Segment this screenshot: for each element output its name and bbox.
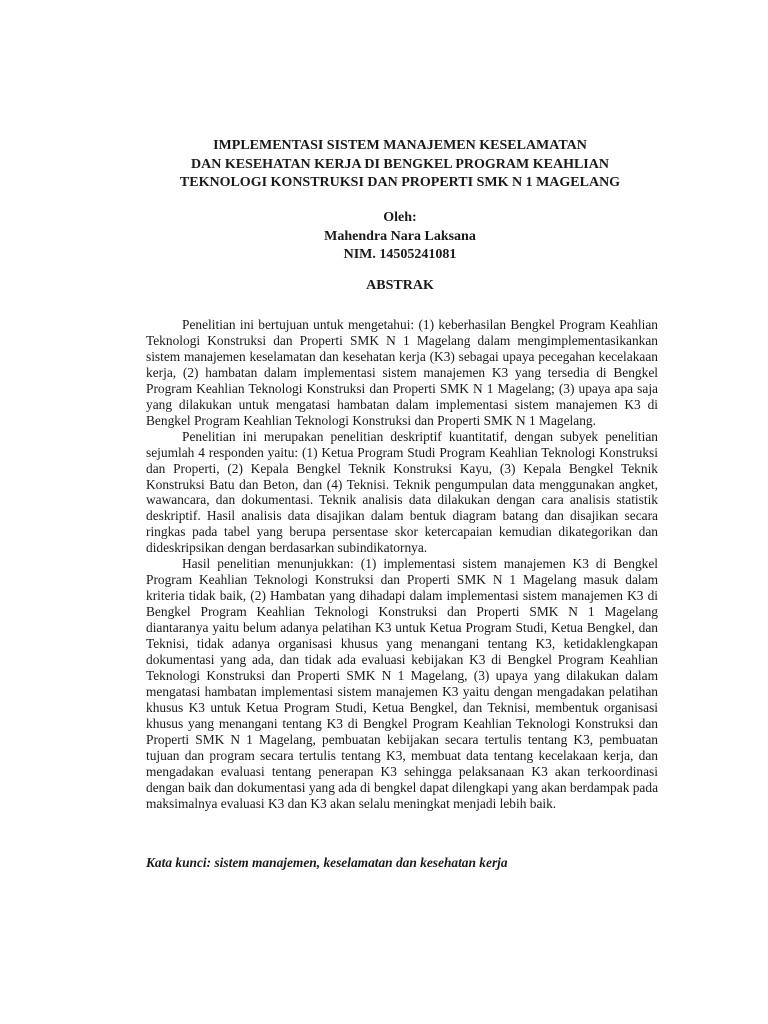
author-label: Oleh: [383,210,417,225]
author-name: Mahendra Nara Laksana [324,228,476,244]
abstract-paragraph-2: Penelitian ini merupakan penelitian deskriptif kuantitatif, dengan subyek penelitian sejumlah 4 responden yaitu: (1) Ketua Program Studi Program Keahlian Teknologi Konstruksi dan Properti, (2) Kepala Bengkel Teknik Konstruksi Kayu, (3) Kepala Bengkel Teknik Konstruksi Batu dan Beton, dan (4) Teknisi. Teknik pengumpulan data menggunakan angket, wawancara, dan dokumentasi. Teknik analisis data dilakukan dengan cara analisis statistik deskriptif. Hasil analisis data disajikan dalam bentuk diagram batang dan disajikan secara ringkas pada tabel yang berupa persentase skor ketercapaian kemudian dikategorikan dan dideskripsikan dengan berdasarkan subindikatornya. [146,428,658,556]
author-nim: NIM. 14505241081 [343,247,457,262]
title-line-1: IMPLEMENTASI SISTEM MANAJEMEN KESELAMATAN [213,138,587,153]
abstract-body [146,317,658,812]
document-title [100,137,700,193]
abstract-paragraph-1: Penelitian ini bertujuan untuk mengetahui: (1) keberhasilan Bengkel Program Keahlian Teknologi Konstruksi dan Properti SMK N 1 Magelang dalam mengimplementasikankan sistem manajemen keselamatan dan kesehatan kerja (K3) sebagai upaya pecegahan kecelakaan kerja, (2) hambatan dalam implementasi sistem manajemen K3 yang tersedia di Bengkel Program Keahlian Teknologi Konstruksi dan Properti SMK N 1 Magelang; (3) upaya apa saja yang dilakukan untuk mengatasi hambatan dalam implementasi sistem manajemen K3 di Bengkel Program Keahlian Teknologi Konstruksi dan Properti SMK N 1 Magelang. [146,317,658,428]
author-block [100,209,700,265]
abstract-paragraph-3: Hasil penelitian menunjukkan: (1) implementasi sistem manajemen K3 di Bengkel Program Keahlian Teknologi Konstruksi dan Properti SMK N 1 Magelang masuk dalam kriteria tidak baik, (2) Hambatan yang dihadapi dalam implementasi sistem manajemen K3 di Bengkel Program Keahlian Teknologi Konstruksi dan Properti SMK N 1 Magelang diantaranya yaitu belum adanya pelatihan K3 untuk Ketua Program Studi, Ketua Bengkel, dan Teknisi, tidak adanya organisasi khusus yang menangani tentang K3, ketidaklengkapan dokumentasi yang ada, dan tidak ada evaluasi kebijakan K3 di Bengkel Program Keahlian Teknologi Konstruksi dan Properti SMK N 1 Magelang, (3) upaya yang dilakukan dalam mengatasi hambatan implementasi sistem manajemen K3 yaitu dengan mengadakan pelatihan khusus K3 untuk Ketua Program Studi, Ketua Bengkel, dan Teknisi, membentuk organisasi khusus yang menangani tentang K3 di Bengkel Program Keahlian Teknologi Konstruksi dan Properti SMK N 1 Magelang, pembuatan kebijakan secara tertulis tentang K3, pembuatan tujuan dan program secara tertulis tentang K3, membuat data tentang kecelakaan kerja, dan mengadakan evaluasi tentang penerapan K3 sehingga pelaksanaan K3 akan terkoordinasi dengan baik dan dokumentasi yang ada di bengkel dapat dilengkapi yang akan berdampak pada maksimalnya evaluasi K3 dan K3 akan selalu meningkat menjadi lebih baik. [146,556,659,811]
abstract-heading: ABSTRAK [366,278,434,293]
title-line-2: DAN KESEHATAN KERJA DI BENGKEL PROGRAM KEAHLIAN [191,156,609,172]
title-line-3: TEKNOLOGI KONSTRUKSI DAN PROPERTI SMK N 1 MAGELANG [179,175,621,190]
keywords: Kata kunci: sistem manajemen, keselamatan dan kesehatan kerja [146,855,508,870]
